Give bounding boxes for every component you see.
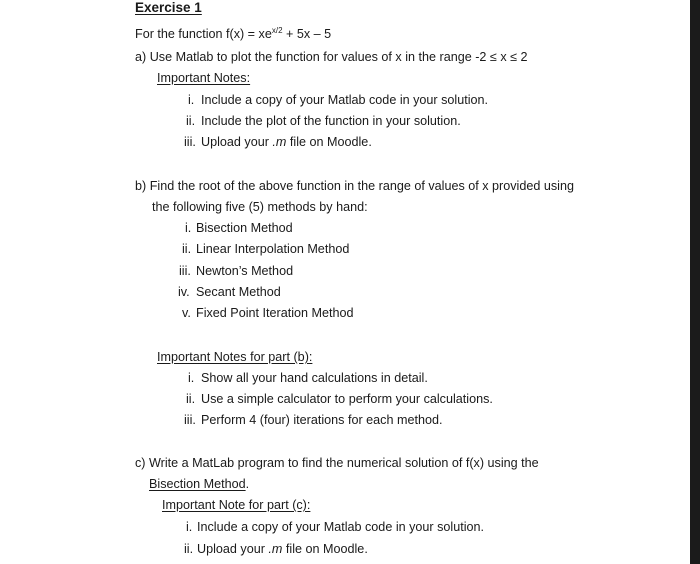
part-b-text-line2: the following five (5) methods by hand:	[152, 200, 368, 214]
function-definition	[135, 27, 331, 42]
method-number: ii.	[182, 242, 192, 256]
part-a-note: Upload your .m file on Moodle.	[201, 135, 372, 149]
method-item: Linear Interpolation Method	[196, 242, 350, 256]
part-b-note: Perform 4 (four) iterations for each method.	[201, 413, 443, 427]
part-c-text-line1: c) Write a MatLab program to find the numerical solution of f(x) using the	[135, 456, 539, 470]
bisection-method-term: Bisection Method	[149, 477, 246, 491]
method-number: v.	[182, 306, 191, 320]
part-c-notes-heading: Important Note for part (c):	[162, 498, 311, 512]
part-b-note: Show all your hand calculations in detail.	[201, 371, 428, 385]
part-b-note-number: ii.	[186, 392, 196, 406]
method-item: Fixed Point Iteration Method	[196, 306, 354, 320]
function-prefix: For the function f(x) = xe	[135, 27, 272, 41]
part-a-note-number: iii.	[184, 135, 196, 149]
part-a-note: Include a copy of your Matlab code in your solution.	[201, 93, 489, 107]
part-c-note-number: i.	[186, 520, 193, 534]
part-c-note-number: ii.	[184, 542, 194, 556]
part-a-note-number: i.	[188, 93, 195, 107]
part-b-note-number: iii.	[184, 413, 196, 427]
method-item: Secant Method	[196, 285, 281, 299]
function-exponent: x/2	[271, 26, 283, 35]
part-c-note: Include a copy of your Matlab code in your solution.	[197, 520, 485, 534]
method-item: Newton’s Method	[196, 264, 294, 278]
method-number: i.	[185, 221, 192, 235]
method-number: iii.	[179, 264, 191, 278]
part-a-text: a) Use Matlab to plot the function for values of x in the range -2 ≤ x ≤ 2	[135, 50, 528, 64]
exercise-title: Exercise 1	[135, 0, 202, 15]
part-c-text-line2: Bisection Method.	[149, 477, 250, 491]
function-suffix: + 5x – 5	[282, 27, 332, 41]
method-item: Bisection Method	[196, 221, 293, 235]
part-a-note: Include the plot of the function in your solution.	[201, 114, 461, 128]
part-a-notes-heading: Important Notes:	[157, 71, 251, 85]
method-number: iv.	[178, 285, 190, 299]
part-b-text-line1: b) Find the root of the above function in the range of values of x provided using	[135, 179, 574, 193]
part-b-notes-heading: Important Notes for part (b):	[157, 350, 313, 364]
part-b-note-number: i.	[188, 371, 195, 385]
part-b-note: Use a simple calculator to perform your calculations.	[201, 392, 493, 406]
part-c-note: Upload your .m file on Moodle.	[197, 542, 368, 556]
part-a-note-number: ii.	[186, 114, 196, 128]
